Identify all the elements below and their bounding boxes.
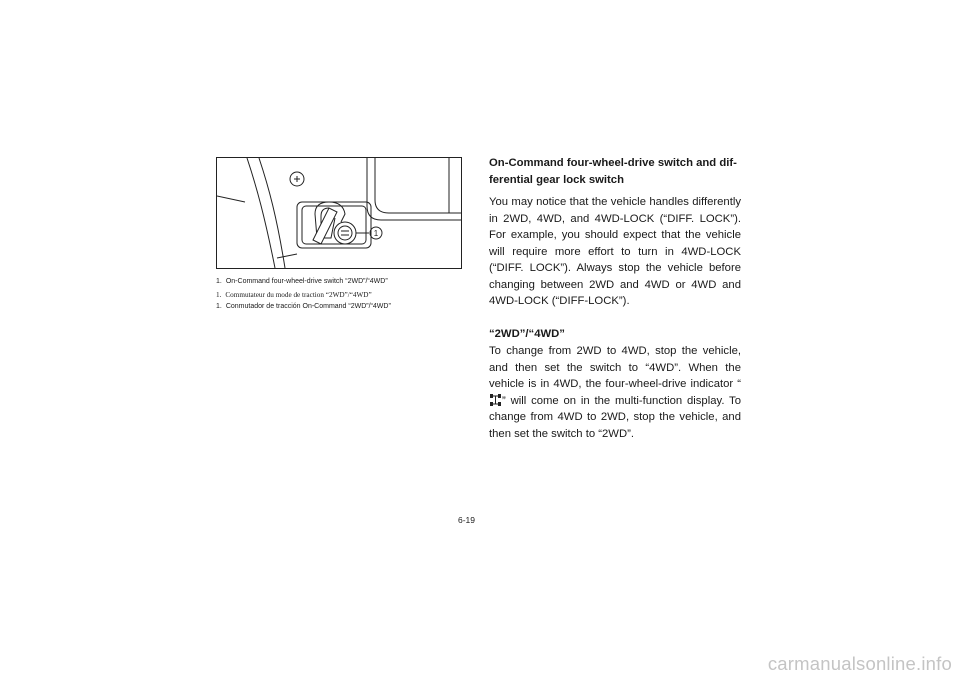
main-text-column: [489, 155, 741, 442]
body-paragraph: To change from 2WD to 4WD, stop the vehicle, and then set the switch to “4WD”. When the vehicle is in 4WD, the four-wheel-drive indicator “” will come on in the multi-function display. To change from 4WD to 2WD, stop the vehicle, and then set the switch to “2WD”.: [489, 345, 741, 440]
caption-english: 1. On-Command four-wheel-drive switch “2WD”/“4WD”: [216, 278, 388, 285]
intro-paragraph: You may notice that the vehicle handles differently in 2WD, 4WD, and 4WD-LOCK (“DIFF. LOCK”). For example, you should expect that the vehicle will require more effort to turn in 4WD-LOCK (“DIFF. LOCK”). Always stop the vehicle before changing between 2WD and 4WD or 4WD and 4WD-LOCK (“DIFF-LOCK”).: [489, 196, 741, 307]
figure-captions: [216, 276, 476, 314]
callout-number: 1: [373, 229, 379, 238]
page-number: 6-19: [458, 515, 476, 525]
caption-spanish: 1. Conmutador de tracción On-Command “2WD”/“4WD”: [216, 303, 391, 310]
subheading-2wd-4wd: “2WD”/“4WD”: [489, 327, 565, 340]
watermark: carmanualsonline.info: [767, 653, 952, 674]
four-wheel-drive-indicator-icon: [490, 393, 501, 407]
switch-illustration: [216, 157, 462, 269]
four-wheel-drive-switch-illustration: [217, 158, 461, 268]
section-heading: On-Command four-wheel-drive switch and dif-ferential gear lock switch: [489, 157, 737, 186]
caption-french: 1. Commutateur du mode de traction “2WD”/“4WD”: [216, 290, 372, 299]
